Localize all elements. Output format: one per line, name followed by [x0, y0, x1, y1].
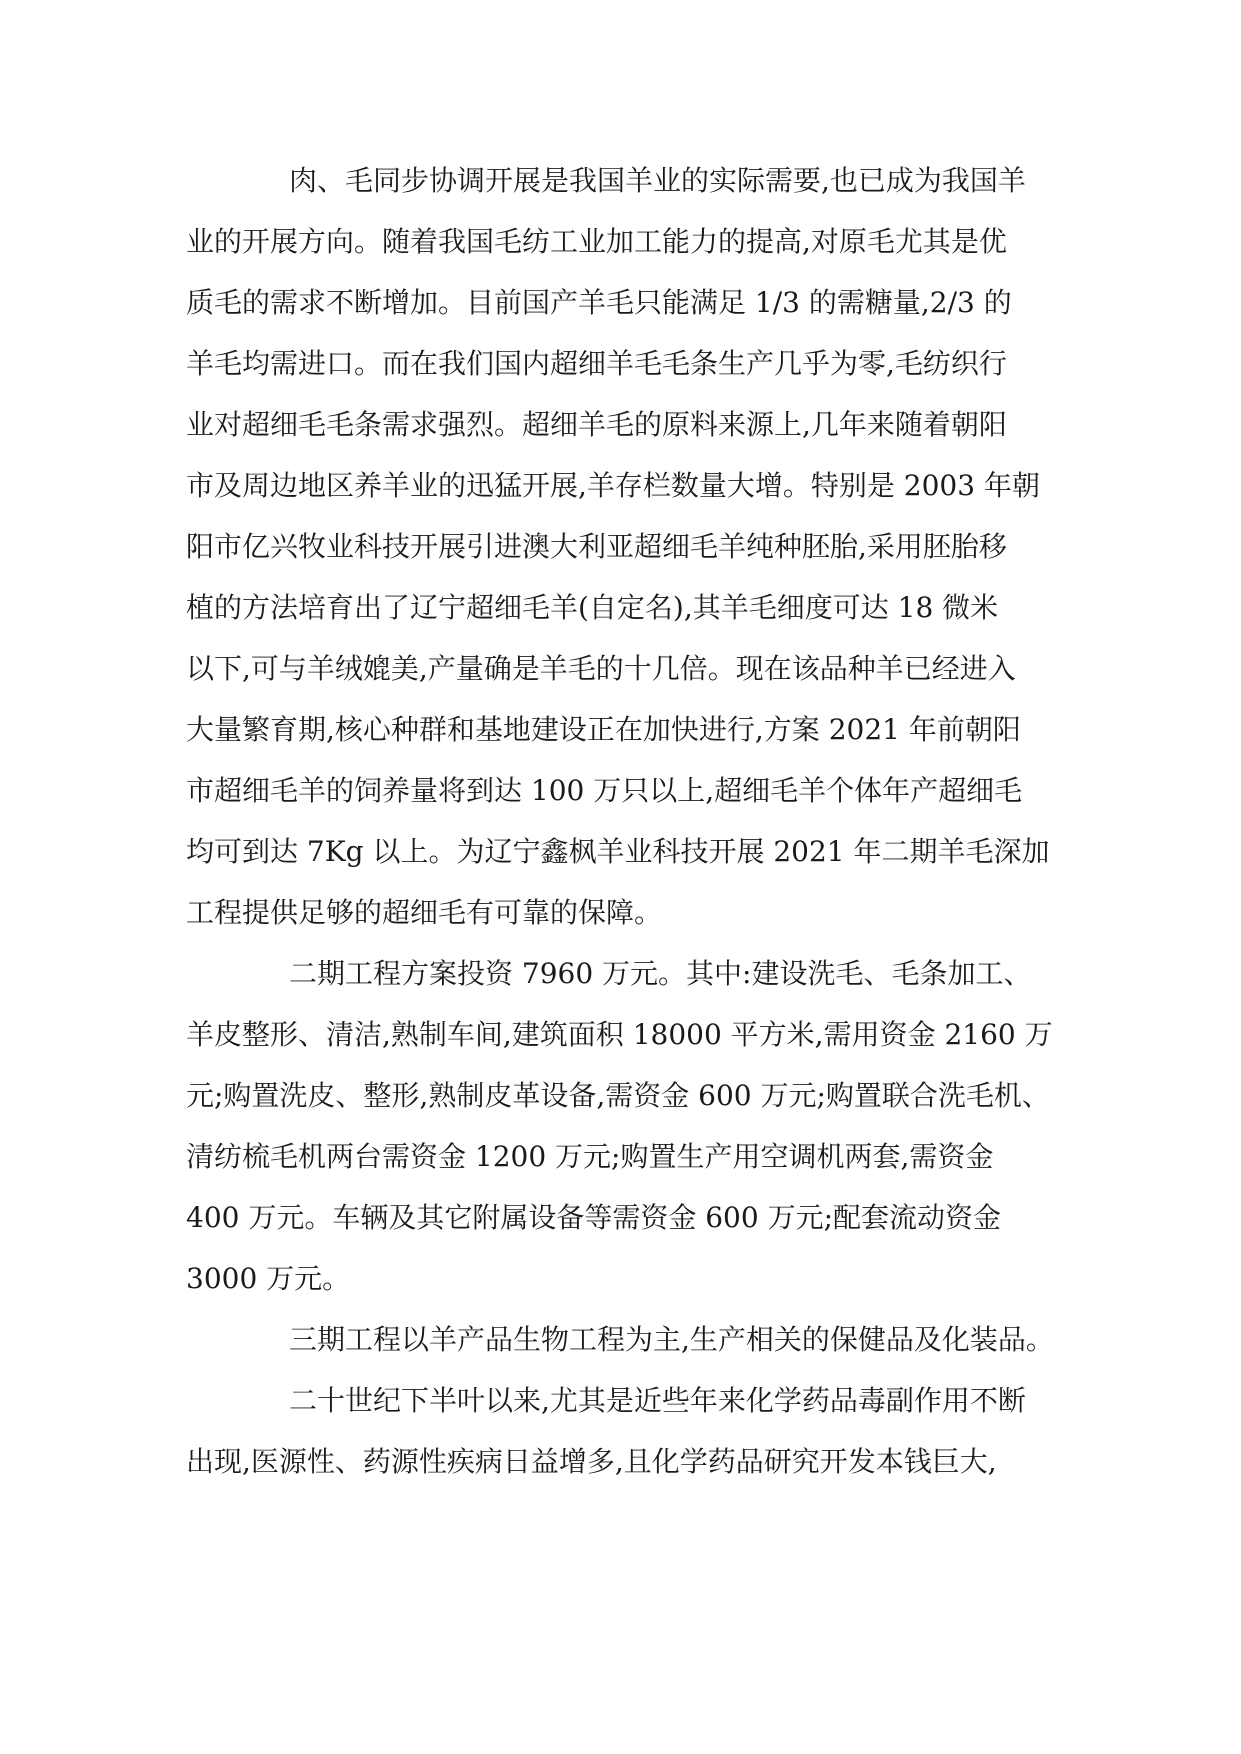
paragraph-2 [186, 943, 1056, 1309]
text-line: 大量繁育期,核心种群和基地建设正在加快进行,方案 2021 年前朝阳 [186, 713, 1021, 746]
text-line: 业的开展方向。随着我国毛纺工业加工能力的提高,对原毛尤其是优 [186, 225, 1007, 258]
text-line: 3000 万元。 [186, 1262, 351, 1295]
text-line: 清纺梳毛机两台需资金 1200 万元;购置生产用空调机两套,需资金 [186, 1140, 994, 1173]
text-line: 二十世纪下半叶以来,尤其是近些年来化学药品毒副作用不断 [289, 1384, 1026, 1417]
text-line: 阳市亿兴牧业科技开展引进澳大利亚超细毛羊纯种胚胎,采用胚胎移 [186, 530, 1007, 563]
paragraph-1 [186, 150, 1056, 943]
text-line: 400 万元。车辆及其它附属设备等需资金 600 万元;配套流动资金 [186, 1201, 1002, 1234]
text-line: 羊皮整形、清洁,熟制车间,建筑面积 18000 平方米,需用资金 2160 万 [186, 1018, 1053, 1051]
text-line: 三期工程以羊产品生物工程为主,生产相关的保健品及化装品。 [289, 1323, 1054, 1356]
text-line: 质毛的需求不断增加。目前国产羊毛只能满足 1/3 的需糖量,2/3 的 [186, 286, 1012, 319]
text-line: 植的方法培育出了辽宁超细毛羊(自定名),其羊毛细度可达 18 微米 [186, 591, 999, 624]
text-line: 二期工程方案投资 7960 万元。其中:建设洗毛、毛条加工、 [289, 957, 1032, 990]
text-line: 肉、毛同步协调开展是我国羊业的实际需要,也已成为我国羊 [289, 164, 1026, 197]
paragraph-4 [186, 1370, 1056, 1492]
text-line: 业对超细毛毛条需求强烈。超细羊毛的原料来源上,几年来随着朝阳 [186, 408, 1007, 441]
text-line: 均可到达 7Kg 以上。为辽宁鑫枫羊业科技开展 2021 年二期羊毛深加 [186, 835, 1050, 868]
text-line: 市超细毛羊的饲养量将到达 100 万只以上,超细毛羊个体年产超细毛 [186, 774, 1023, 807]
text-line: 市及周边地区养羊业的迅猛开展,羊存栏数量大增。特别是 2003 年朝 [186, 469, 1040, 502]
text-line: 工程提供足够的超细毛有可靠的保障。 [186, 896, 663, 929]
paragraph-3 [186, 1309, 1056, 1370]
text-line: 羊毛均需进口。而在我们国内超细羊毛毛条生产几乎为零,毛纺织行 [186, 347, 1007, 380]
document-page [186, 150, 1056, 1492]
text-line: 以下,可与羊绒媲美,产量确是羊毛的十几倍。现在该品种羊已经进入 [186, 652, 1016, 685]
text-line: 元;购置洗皮、整形,熟制皮革设备,需资金 600 万元;购置联合洗毛机、 [186, 1079, 1050, 1112]
text-line: 出现,医源性、药源性疾病日益增多,且化学药品研究开发本钱巨大, [186, 1445, 997, 1478]
